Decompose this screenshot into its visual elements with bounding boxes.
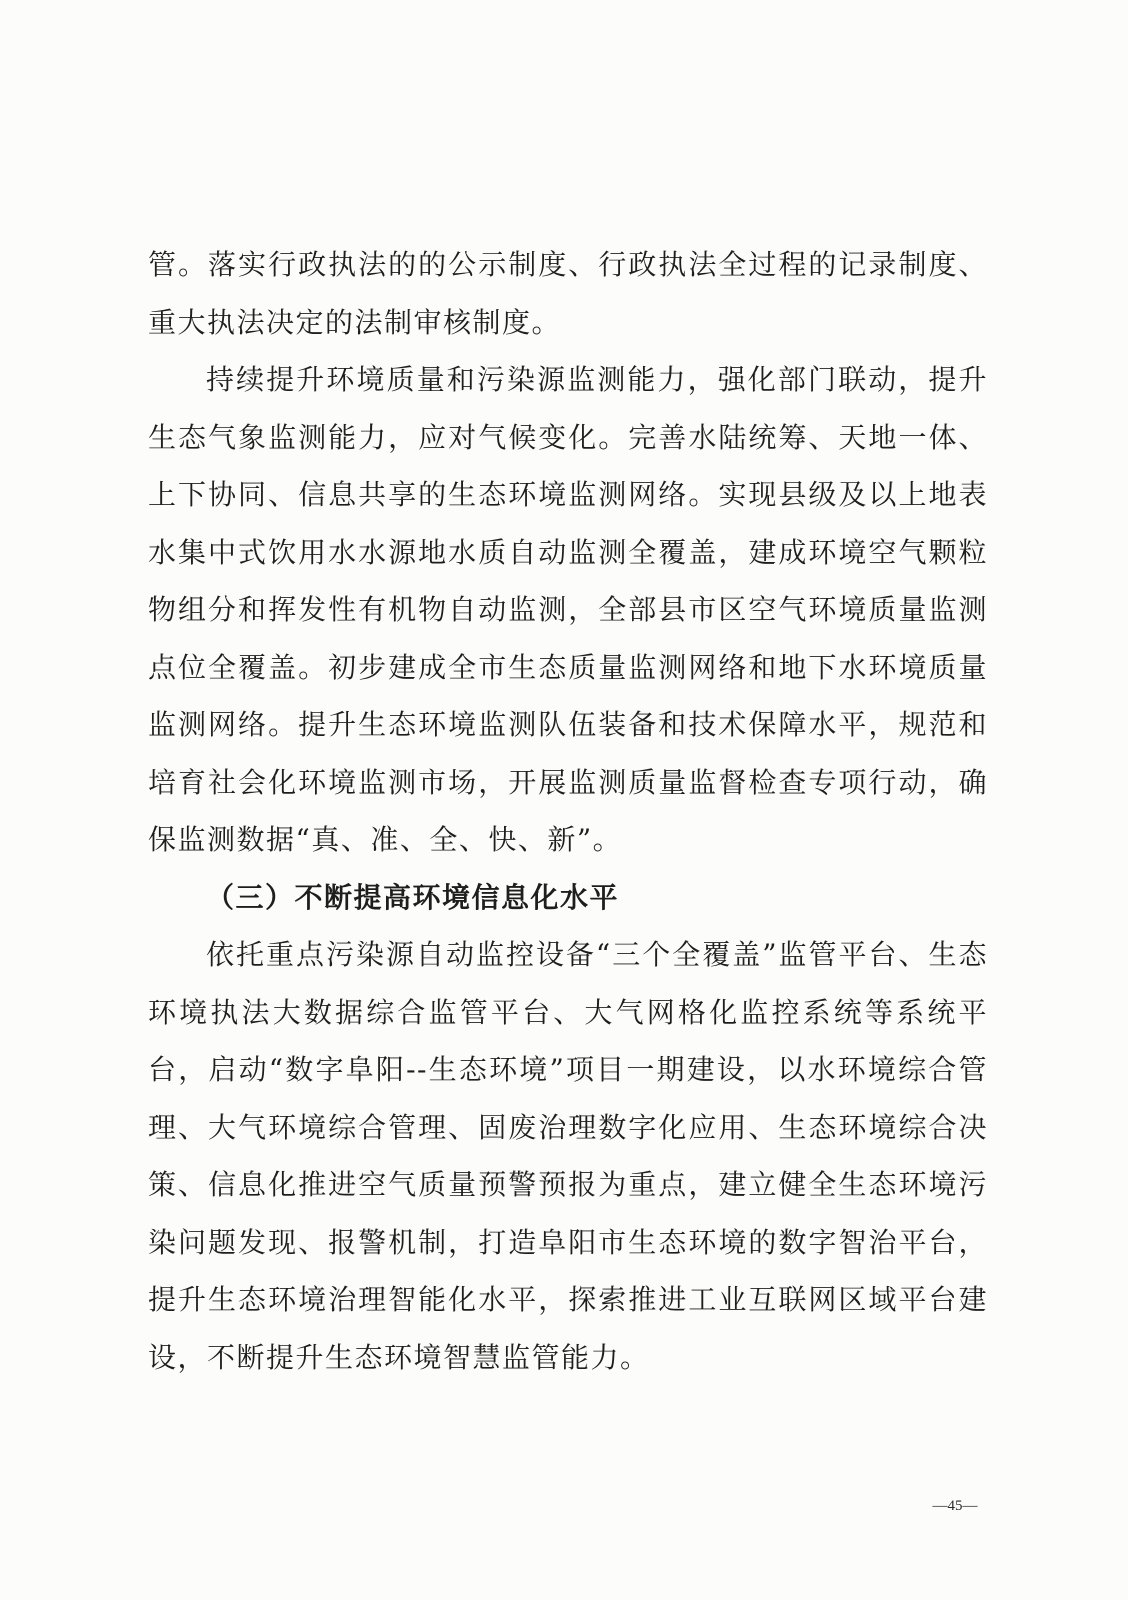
page-number: —45— <box>932 1498 978 1514</box>
paragraph-informatization: 依托重点污染源自动监控设备“三个全覆盖”监管平台、生态环境执法大数据综合监管平台、大气网格化监控系统等系统平台，启动“数字阜阳--生态环境”项目一期建设，以水环境综合管理、大气环境综合管理、固废治理数字化应用、生态环境综合决策、信息化推进空气质量预警预报为重点，建立健全生态环境污染问题发现、报警机制，打造阜阳市生态环境的数字智治平台，提升生态环境治理智能化水平，探索推进工业互联网区域平台建设，不断提升生态环境智慧监管能力。 <box>148 938 988 1374</box>
document-body <box>148 236 988 1386</box>
paragraph-continuation: 管。落实行政执法的的公示制度、行政执法全过程的记录制度、重大执法决定的法制审核制度。 <box>148 248 988 339</box>
section-heading: （三）不断提高环境信息化水平 <box>206 880 620 914</box>
paragraph-monitoring: 持续提升环境质量和污染源监测能力，强化部门联动，提升生态气象监测能力，应对气候变化。完善水陆统筹、天地一体、上下协同、信息共享的生态环境监测网络。实现县级及以上地表水集中式饮用水水源地水质自动监测全覆盖，建成环境空气颗粒物组分和挥发性有机物自动监测，全部县市区空气环境质量监测点位全覆盖。初步建成全市生态质量监测网络和地下水环境质量监测网络。提升生态环境监测队伍装备和技术保障水平，规范和培育社会化环境监测市场，开展监测质量监督检查专项行动，确保监测数据“真、准、全、快、新”。 <box>148 363 988 856</box>
